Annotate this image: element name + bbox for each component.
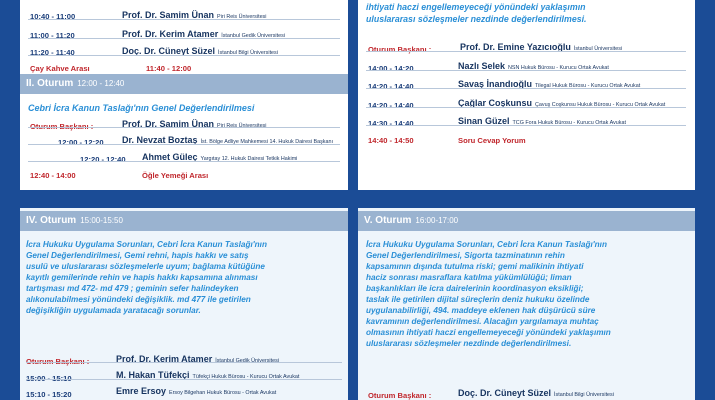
speaker-affiliation: TCG Fora Hukuk Bürosu - Kurucu Ortak Avukat — [512, 120, 626, 126]
time-label: 14:20 - 14:40 — [368, 82, 414, 91]
time-label: 12:00 - 12:20 — [58, 138, 104, 147]
speaker-name: Nazlı Selek — [458, 61, 506, 71]
description-line: tartışması md 472- md 479 ; geminin sefer halindeyken — [26, 284, 239, 293]
chair-name: Doç. Dr. Cüneyt Süzel — [458, 388, 552, 398]
speaker-entry — [116, 381, 276, 399]
chair-label: Oturum Başkanı : — [26, 357, 90, 366]
speaker-name: Doç. Dr. Cüneyt Süzel — [122, 46, 216, 56]
session-time: 15:00-15:50 — [80, 216, 123, 225]
divider — [26, 379, 342, 380]
description-line: değişikliğin uygulamada yaratacağı sorunlar. — [26, 306, 201, 315]
schedule-row — [30, 6, 75, 24]
chair-affiliation: İstanbul Bilgi Üniversitesi — [554, 392, 614, 398]
speaker-entry — [122, 130, 333, 148]
description-line: taslak ile getirilen dijital süreçlerin deniz hukuku özelinde — [366, 295, 590, 304]
divider — [28, 161, 340, 162]
description-line: başkanlıkları ile icra dairelerinin koordinasyon eksikliği; — [366, 284, 584, 293]
speaker-affiliation: Yargıtay 12. Hukuk Dairesi Tetkik Hakimi — [200, 156, 298, 162]
session-time: 16:00-17:00 — [415, 216, 459, 225]
chair-label: Oturum Başkanı : — [368, 391, 432, 400]
session-title: V. Oturum — [364, 215, 412, 226]
schedule-row — [368, 76, 414, 94]
time-label: 10:40 - 11:00 — [30, 12, 76, 21]
divider — [366, 88, 686, 89]
speaker-name: Prof. Dr. Kerim Atamer — [122, 29, 219, 39]
panel-top-right — [358, 0, 695, 190]
speaker-affiliation: Tilegal Hukuk Bürosu - Kurucu Ortak Avukat — [535, 83, 641, 89]
divider — [28, 19, 340, 20]
break-time: 11:40 - 12:00 — [146, 64, 192, 73]
speaker-name: Prof. Dr. Samim Ünan — [122, 10, 215, 20]
speaker-name: M. Hakan Tüfekçi — [116, 370, 190, 380]
description-line: İcra Hukuku Uygulama Sorunları, Cebri İcra Kanun Taslağı'nın — [366, 240, 607, 249]
lunch-row — [142, 165, 208, 183]
session-description — [366, 239, 611, 349]
description-line: kavramının değerlendirilmesi. Alacağın yargılamaya muhtaç — [366, 317, 599, 326]
panel-bottom-left — [20, 208, 348, 400]
divider — [26, 362, 342, 363]
speaker-entry — [142, 147, 297, 165]
chair-row — [368, 385, 431, 400]
divider — [366, 125, 686, 126]
speaker-name: Dr. Nevzat Boztaş — [122, 135, 198, 145]
qa-time: 14:40 - 14:50 — [368, 136, 414, 145]
speaker-entry — [458, 56, 609, 74]
speaker-entry — [122, 24, 285, 42]
divider — [366, 51, 686, 52]
speaker-affiliation: Ersoy Bilgehan Hukuk Bürosu - Ortak Avukat — [169, 390, 277, 396]
divider — [28, 127, 340, 128]
session-title: IV. Oturum — [26, 215, 77, 226]
description-line: uluslararası sözleşmeler nezdinde değerlendirilmesi. — [366, 339, 572, 348]
session-header — [358, 211, 695, 231]
chair-row — [26, 351, 89, 369]
session-description — [366, 1, 587, 25]
speaker-name: Sinan Güzel — [458, 116, 510, 126]
speaker-name: Ahmet Güleç — [142, 152, 198, 162]
time-label: 11:20 - 11:40 — [30, 48, 75, 57]
description-line: Genel Değerlendirilmesi, Sigorta tazminatının rehin — [366, 251, 565, 260]
description-line: alıkonulabilmesi yönündeki değişiklik. md 477 ile getirilen — [26, 295, 251, 304]
session-header — [20, 74, 348, 94]
schedule-row — [80, 149, 126, 167]
speaker-entry — [458, 93, 665, 111]
description-line: kapsamının dışında tutulma riski; gemi malikinin ihtiyati — [366, 262, 584, 271]
divider — [366, 70, 686, 71]
lunch-time-row — [30, 165, 76, 183]
session-header — [20, 211, 348, 231]
chair-entry — [460, 37, 622, 55]
description-line: uygulanabilirliği, 494. maddeye eklenen hak düşürücü süre — [366, 306, 596, 315]
session-description — [26, 239, 267, 316]
description-line: Genel Değerlendirilmesi, Gemi rehni, hapis hakkı ve satış — [26, 251, 249, 260]
description-line: kayıtlı gemilerinde rehin ve hapis hakkı kapsamına alınması — [26, 273, 258, 282]
description-line: olmasının ihtiyati haczi engellemeyeceği yönündeki yaklaşımın — [366, 328, 611, 337]
time-label: 14:30 - 14:40 — [368, 119, 414, 128]
chair-name: Prof. Dr. Samim Ünan — [122, 119, 215, 129]
speaker-entry — [122, 5, 266, 23]
time-label: 15:10 - 15:20 — [26, 390, 72, 399]
panel-bottom-right — [358, 208, 695, 400]
qa-row — [458, 130, 526, 148]
speaker-affiliation: İstanbul Bilgi Üniversitesi — [218, 50, 278, 56]
schedule-row — [26, 384, 72, 400]
qa-label: Soru Cevap Yorum — [458, 136, 526, 145]
chair-label: Oturum Başkanı : — [368, 45, 432, 54]
divider — [28, 38, 340, 39]
chair-affiliation: Piri Reis Üniversitesi — [217, 123, 267, 129]
break-label: Çay Kahve Arası — [30, 64, 90, 73]
description-line: İcra Hukuku Uygulama Sorunları, Cebri İcra Kanun Taslağı'nın — [26, 240, 267, 249]
speaker-affiliation: NSN Hukuk Bürosu - Kurucu Ortak Avukat — [508, 65, 609, 71]
lunch-label: Öğle Yemeği Arası — [142, 171, 209, 180]
divider — [28, 55, 340, 56]
speaker-name: Emre Ersoy — [116, 386, 167, 396]
schedule-row — [30, 25, 75, 43]
schedule-row — [58, 132, 104, 150]
chair-affiliation: İstanbul Üniversitesi — [573, 46, 623, 52]
schedule-row — [368, 95, 414, 113]
chair-name: Prof. Dr. Kerim Atamer — [116, 354, 213, 364]
qa-time-row — [368, 130, 414, 148]
topic-text: Cebri İcra Kanun Taslağı'nın Genel Değerlendirilmesi — [28, 103, 255, 113]
speaker-name: Savaş İnandıoğlu — [458, 79, 533, 89]
speaker-affiliation: İst. Bölge Adliye Mahkemesi 14. Hukuk Dairesi Başkanı — [200, 139, 333, 145]
description-line: haciz sonrası masraflara katılma yükümlülüğü; liman — [366, 273, 572, 282]
time-label: 11:00 - 11:20 — [30, 31, 75, 40]
lunch-time: 12:40 - 14:00 — [30, 171, 76, 180]
divider — [366, 107, 686, 108]
description-line: usulü ve uluslararası sözleşmelerle uyum; bağlama kütüğüne — [26, 262, 265, 271]
time-label: 14:20 - 14:40 — [368, 101, 414, 110]
session-time: 12:00 - 12:40 — [77, 79, 125, 88]
speaker-affiliation: Çavuş Coşkunsu Hukuk Bürosu - Kurucu Ortak Avukat — [535, 102, 666, 108]
chair-row — [368, 39, 431, 57]
chair-name: Prof. Dr. Emine Yazıcıoğlu — [460, 42, 571, 52]
description-line: uluslararası sözleşmeler nezdinde değerlendirilmesi. — [366, 14, 587, 24]
schedule-row — [368, 113, 414, 131]
speaker-affiliation: Piri Reis Üniversitesi — [217, 14, 267, 20]
time-label: 15:00 - 15:10 — [26, 374, 72, 383]
time-label: 12:20 - 12:40 — [80, 155, 126, 164]
chair-affiliation: İstanbul Gedik Üniversitesi — [215, 358, 280, 364]
speaker-name: Çağlar Coşkunsu — [458, 98, 533, 108]
speaker-entry — [458, 111, 626, 129]
time-label: 14:00 - 14:20 — [368, 64, 414, 73]
panel-top-left — [20, 0, 348, 190]
schedule-row — [368, 58, 414, 76]
speaker-entry — [458, 74, 640, 92]
divider — [28, 144, 340, 145]
speaker-affiliation: İstanbul Gedik Üniversitesi — [221, 33, 286, 39]
speaker-entry — [122, 41, 278, 59]
chair-entry — [458, 383, 614, 400]
chair-label: Oturum Başkanı : — [30, 122, 94, 131]
speaker-affiliation: Tüfekçi Hukuk Bürosu - Kurucu Ortak Avukat — [192, 374, 300, 380]
session-title: II. Oturum — [26, 78, 74, 89]
description-line: ihtiyati haczi engellemeyeceği yönündeki yaklaşımın — [366, 2, 586, 12]
